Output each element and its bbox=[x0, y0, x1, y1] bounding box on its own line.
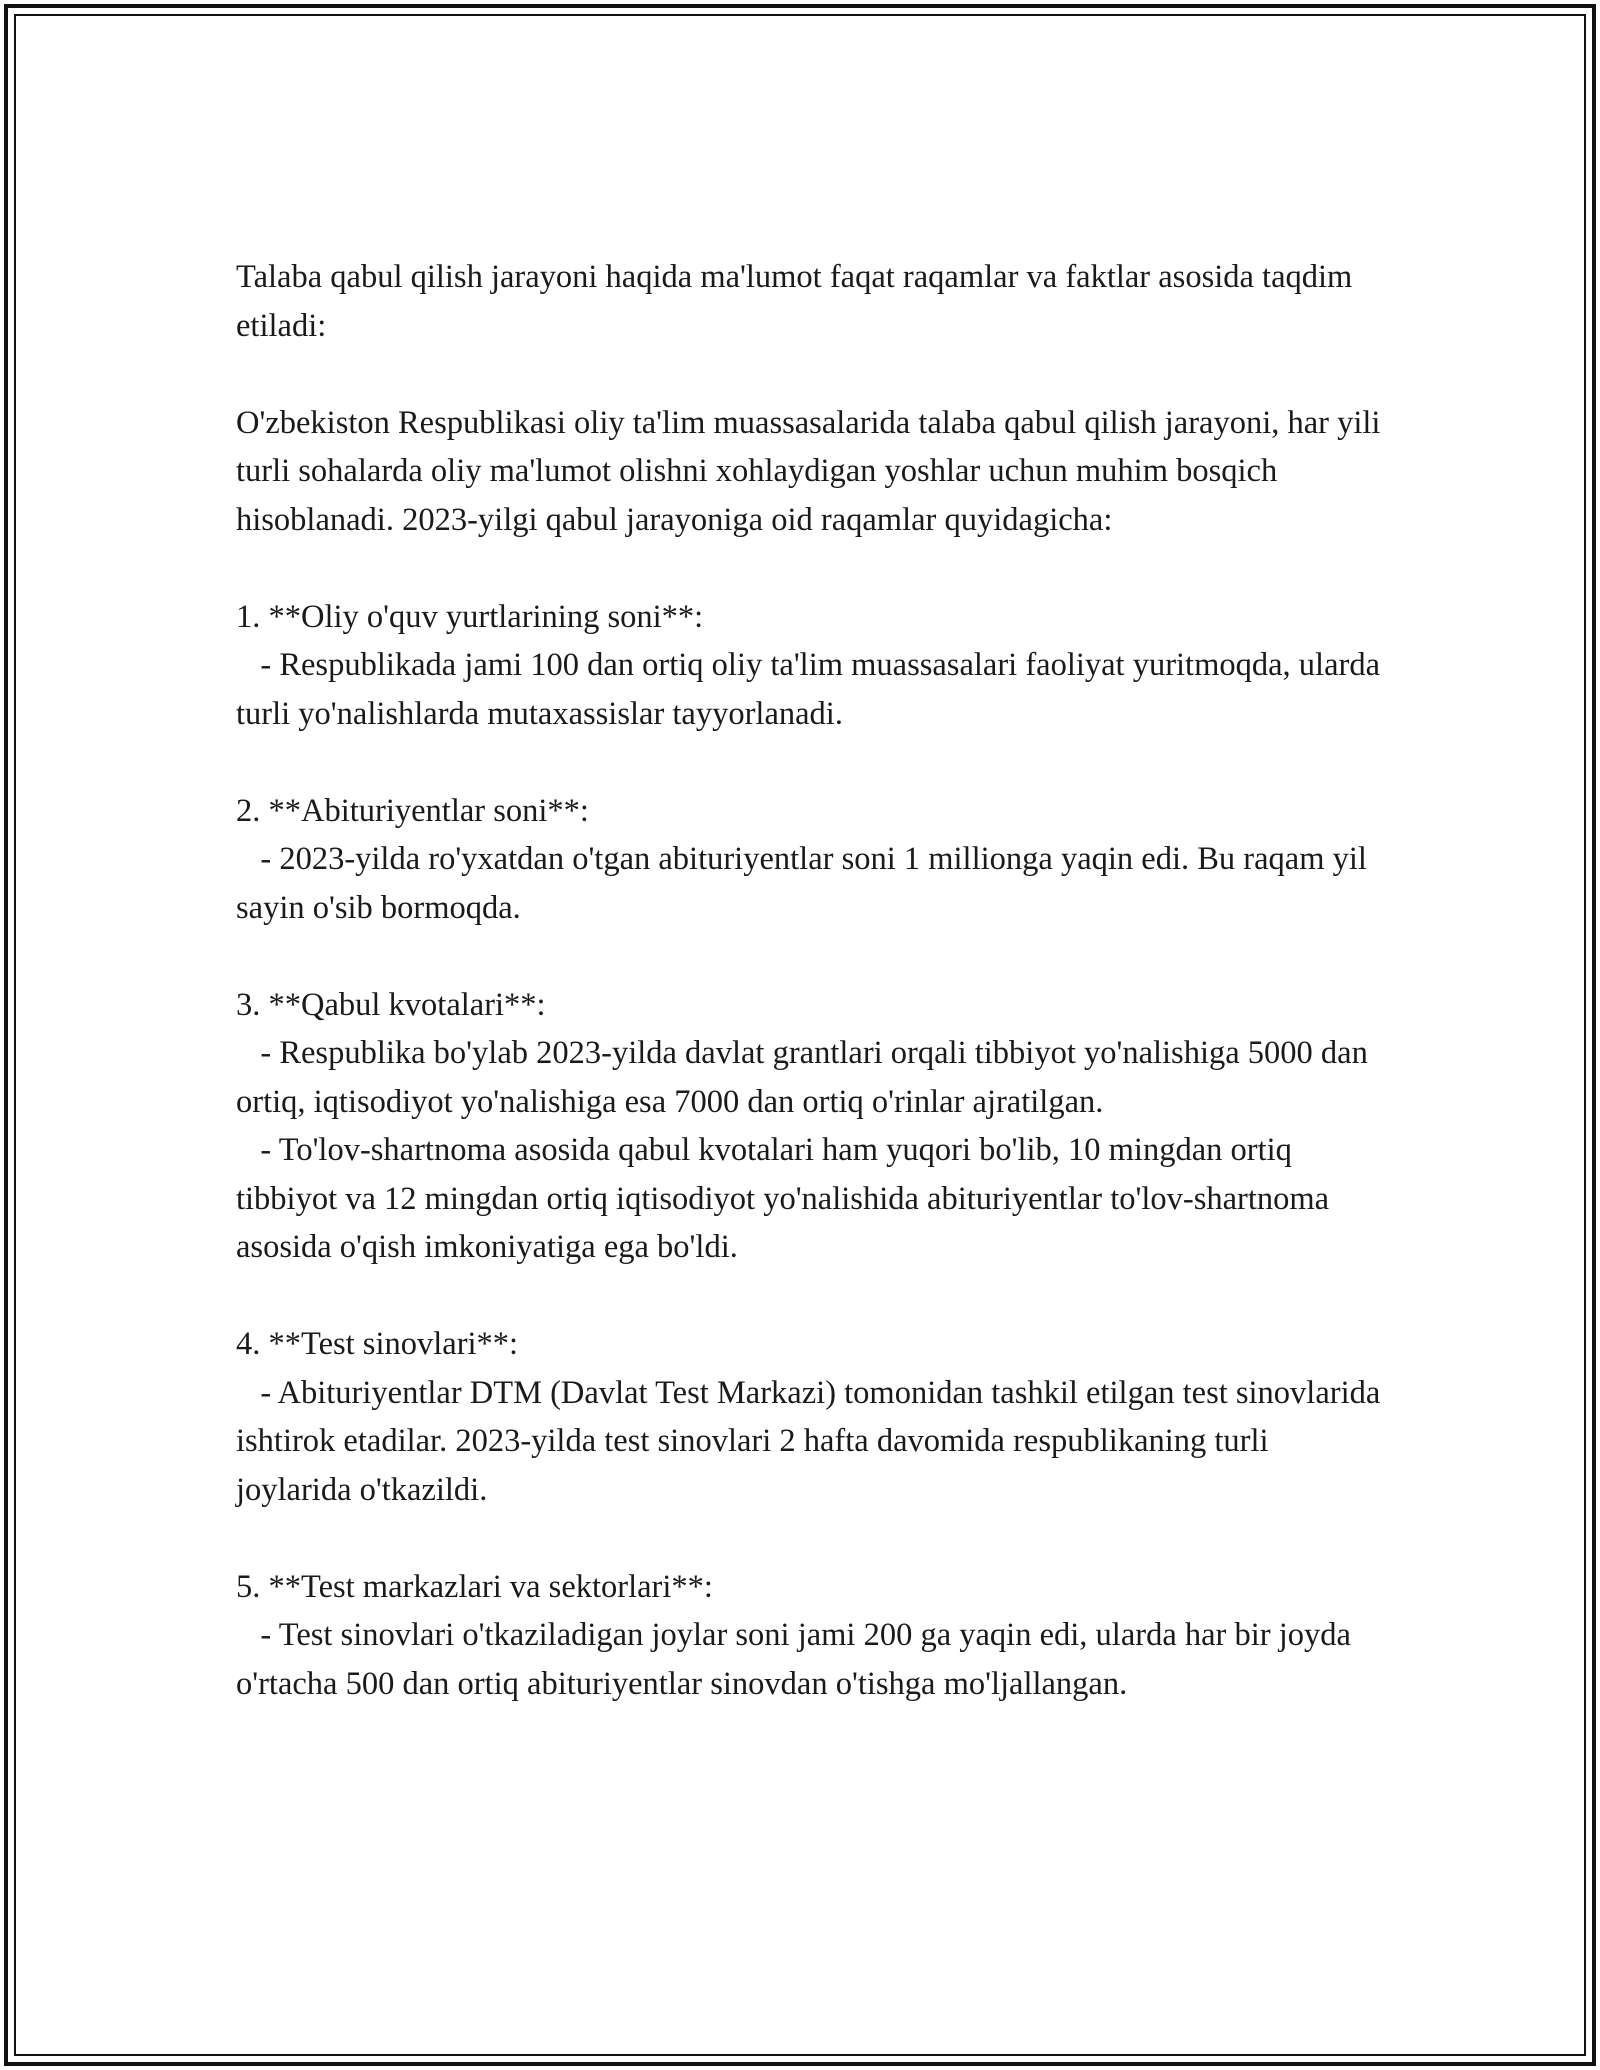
section-quotas bbox=[236, 981, 1386, 1272]
document-body bbox=[236, 253, 1389, 1757]
section-bullet: - Respublikada jami 100 dan ortiq oliy ta'lim muassasalari faoliyat yuritmoqda, ularda turli yo'nalishlarda mutaxassislar tayyorlanadi. bbox=[236, 647, 1389, 732]
section-heading: 5. **Test markazlari va sektorlari**: bbox=[236, 1568, 713, 1605]
section-bullet: - Respublika bo'ylab 2023-yilda davlat grantlari orqali tibbiyot yo'nalishiga 5000 dan ortiq, iqtisodiyot yo'nalishiga esa 7000 dan ortiq o'rinlar ajratilgan. bbox=[236, 1035, 1376, 1120]
overview-paragraph: O'zbekiston Respublikasi oliy ta'lim muassasalarida talaba qabul qilish jarayoni, har yili turli sohalarda oliy ma'lumot olishni xohlaydigan yoshlar uchun muhim bosqich hisoblanadi. 2023-yilgi qabul jarayoniga oid raqamlar quyidagicha: bbox=[236, 404, 1389, 538]
section-bullet: - Test sinovlari o'tkaziladigan joylar soni jami 200 ga yaqin edi, ularda har bir joyda o'rtacha 500 dan ortiq abituriyentlar sinovdan o'tishga mo'ljallangan. bbox=[236, 1617, 1360, 1702]
section-bullet: - To'lov-shartnoma asosida qabul kvotalari ham yuqori bo'lib, 10 mingdan ortiq tibbiyot va 12 mingdan ortiq iqtisodiyot yo'nalishida abituriyentlar to'lov-shartnoma asosida o'qish imkoniyatiga ega bo'ldi. bbox=[236, 1132, 1338, 1265]
section-institutions bbox=[236, 593, 1389, 739]
section-heading: 4. **Test sinovlari**: bbox=[236, 1326, 519, 1362]
section-bullet: - 2023-yilda ro'yxatdan o'tgan abituriyentlar soni 1 millionga yaqin edi. Bu raqam yil sayin o'sib bormoqda. bbox=[236, 841, 1376, 926]
section-tests bbox=[236, 1320, 1389, 1514]
section-bullet: - Abituriyentlar DTM (Davlat Test Markazi) tomonidan tashkil etilgan test sinovlarida ishtirok etadilar. 2023-yilda test sinovlari 2 hafta davomida respublikaning turli joylarida o'tkazildi. bbox=[236, 1374, 1389, 1508]
section-heading: 3. **Qabul kvotalari**: bbox=[236, 986, 546, 1023]
section-test-centers bbox=[236, 1563, 1386, 1709]
section-applicants bbox=[236, 787, 1386, 933]
intro-paragraph: Talaba qabul qilish jarayoni haqida ma'lumot faqat raqamlar va faktlar asosida taqdim etiladi: bbox=[236, 259, 1361, 344]
section-heading: 1. **Oliy o'quv yurtlarining soni**: bbox=[236, 598, 704, 635]
section-heading: 2. **Abituriyentlar soni**: bbox=[236, 792, 589, 829]
